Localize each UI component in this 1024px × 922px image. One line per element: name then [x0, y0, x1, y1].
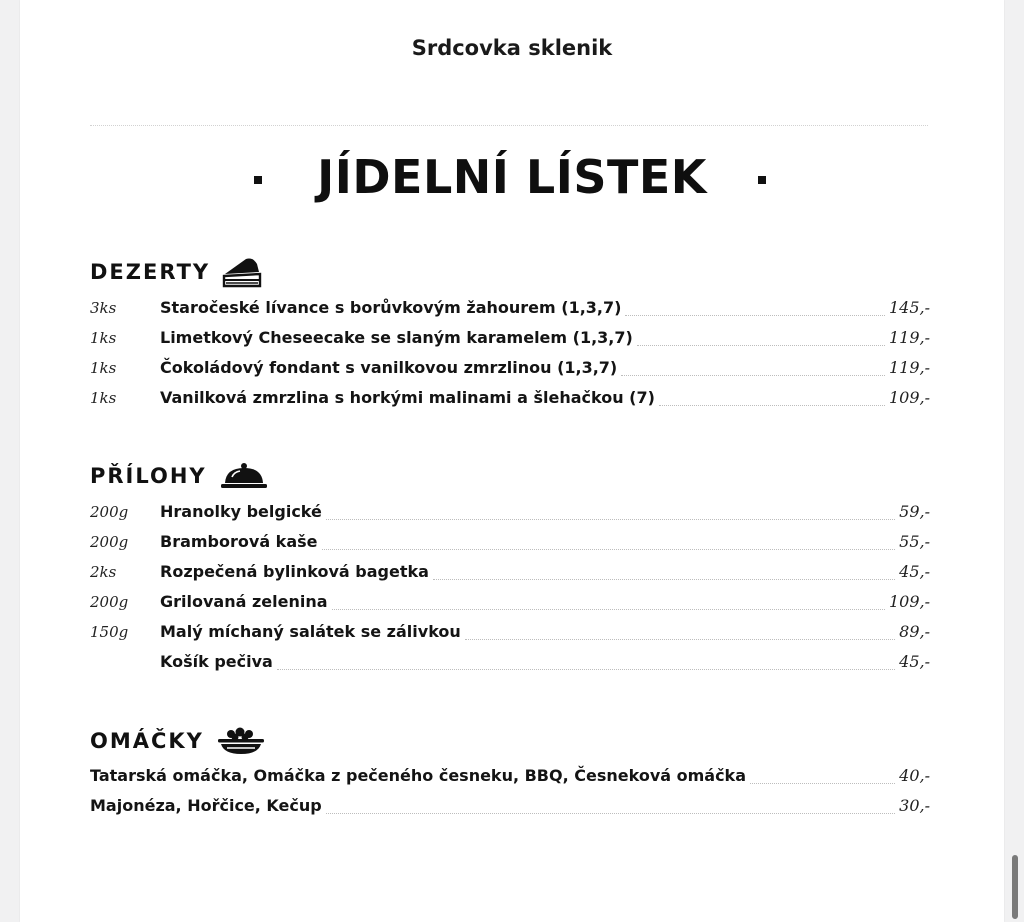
- menu-item: [90, 647, 930, 677]
- item-name: Rozpečená bylinková bagetka: [160, 562, 429, 581]
- bowl-icon: [216, 726, 266, 756]
- item-list-omacky: [90, 761, 930, 821]
- item-list-prilohy: [90, 497, 930, 677]
- menu-item: [90, 557, 930, 587]
- item-price: 109,-: [888, 592, 930, 611]
- bullet-right-icon: [758, 176, 766, 184]
- section-title: DEZERTY: [90, 260, 211, 284]
- item-name: Malý míchaný salátek se zálivkou: [160, 622, 461, 641]
- menu-item: [90, 323, 930, 353]
- dotted-leader: [659, 405, 885, 406]
- cake-slice-icon: [222, 255, 262, 289]
- dotted-leader: [621, 375, 885, 376]
- item-list-dezerty: [90, 293, 930, 413]
- section-header-omacky: [90, 726, 266, 756]
- item-name: Tatarská omáčka, Omáčka z pečeného česneku, BBQ, Česneková omáčka: [90, 766, 746, 785]
- item-name: Limetkový Cheseecake se slaným karamelem (1,3,7): [160, 328, 633, 347]
- menu-item: [90, 353, 930, 383]
- item-price: 145,-: [888, 298, 930, 317]
- item-price: 45,-: [899, 562, 930, 581]
- menu-item: [90, 527, 930, 557]
- dotted-leader: [465, 639, 895, 640]
- menu-title: JÍDELNÍ LÍSTEK: [317, 150, 707, 204]
- item-name: Vanilková zmrzlina s horkými malinami a šlehačkou (7): [160, 388, 655, 407]
- item-name: Majonéza, Hořčice, Kečup: [90, 796, 322, 815]
- item-quantity: 200g: [90, 503, 129, 521]
- item-price: 89,-: [899, 622, 930, 641]
- item-price: 109,-: [888, 388, 930, 407]
- dotted-leader: [625, 315, 885, 316]
- menu-item: [90, 383, 930, 413]
- item-quantity: 3ks: [90, 299, 117, 317]
- dotted-leader: [277, 669, 895, 670]
- item-price: 59,-: [899, 502, 930, 521]
- item-quantity: 150g: [90, 623, 129, 641]
- restaurant-name: Srdcovka sklenik: [411, 36, 613, 60]
- menu-item: [90, 761, 930, 791]
- dotted-leader: [332, 609, 885, 610]
- section-header-dezerty: [90, 257, 262, 287]
- divider: [90, 125, 928, 126]
- section-header-prilohy: [90, 461, 269, 491]
- dotted-leader: [326, 813, 895, 814]
- item-quantity: 2ks: [90, 563, 117, 581]
- item-name: Košík pečiva: [160, 652, 273, 671]
- item-name: Grilovaná zelenina: [160, 592, 328, 611]
- dotted-leader: [433, 579, 895, 580]
- dotted-leader: [750, 783, 895, 784]
- item-quantity: 1ks: [90, 359, 117, 377]
- item-name: Hranolky belgické: [160, 502, 322, 521]
- item-quantity: 200g: [90, 593, 129, 611]
- item-quantity: 200g: [90, 533, 129, 551]
- dotted-leader: [322, 549, 896, 550]
- menu-item: [90, 293, 930, 323]
- item-price: 30,-: [899, 796, 930, 815]
- item-price: 119,-: [888, 328, 930, 347]
- menu-item: [90, 791, 930, 821]
- dotted-leader: [326, 519, 895, 520]
- menu-item: [90, 617, 930, 647]
- item-name: Staročeské lívance s borůvkovým žahourem (1,3,7): [160, 298, 622, 317]
- item-quantity: 1ks: [90, 389, 117, 407]
- menu-page: [20, 0, 1004, 922]
- scrollbar[interactable]: [1012, 855, 1018, 919]
- item-quantity: 1ks: [90, 329, 117, 347]
- section-title: PŘÍLOHY: [90, 464, 207, 488]
- section-title: OMÁČKY: [90, 729, 204, 753]
- item-price: 119,-: [888, 358, 930, 377]
- cloche-icon: [219, 461, 269, 491]
- dotted-leader: [637, 345, 885, 346]
- item-name: Bramborová kaše: [160, 532, 318, 551]
- item-price: 45,-: [899, 652, 930, 671]
- menu-item: [90, 587, 930, 617]
- item-name: Čokoládový fondant s vanilkovou zmrzlinou (1,3,7): [160, 358, 618, 377]
- menu-item: [90, 497, 930, 527]
- item-price: 55,-: [899, 532, 930, 551]
- item-price: 40,-: [899, 766, 930, 785]
